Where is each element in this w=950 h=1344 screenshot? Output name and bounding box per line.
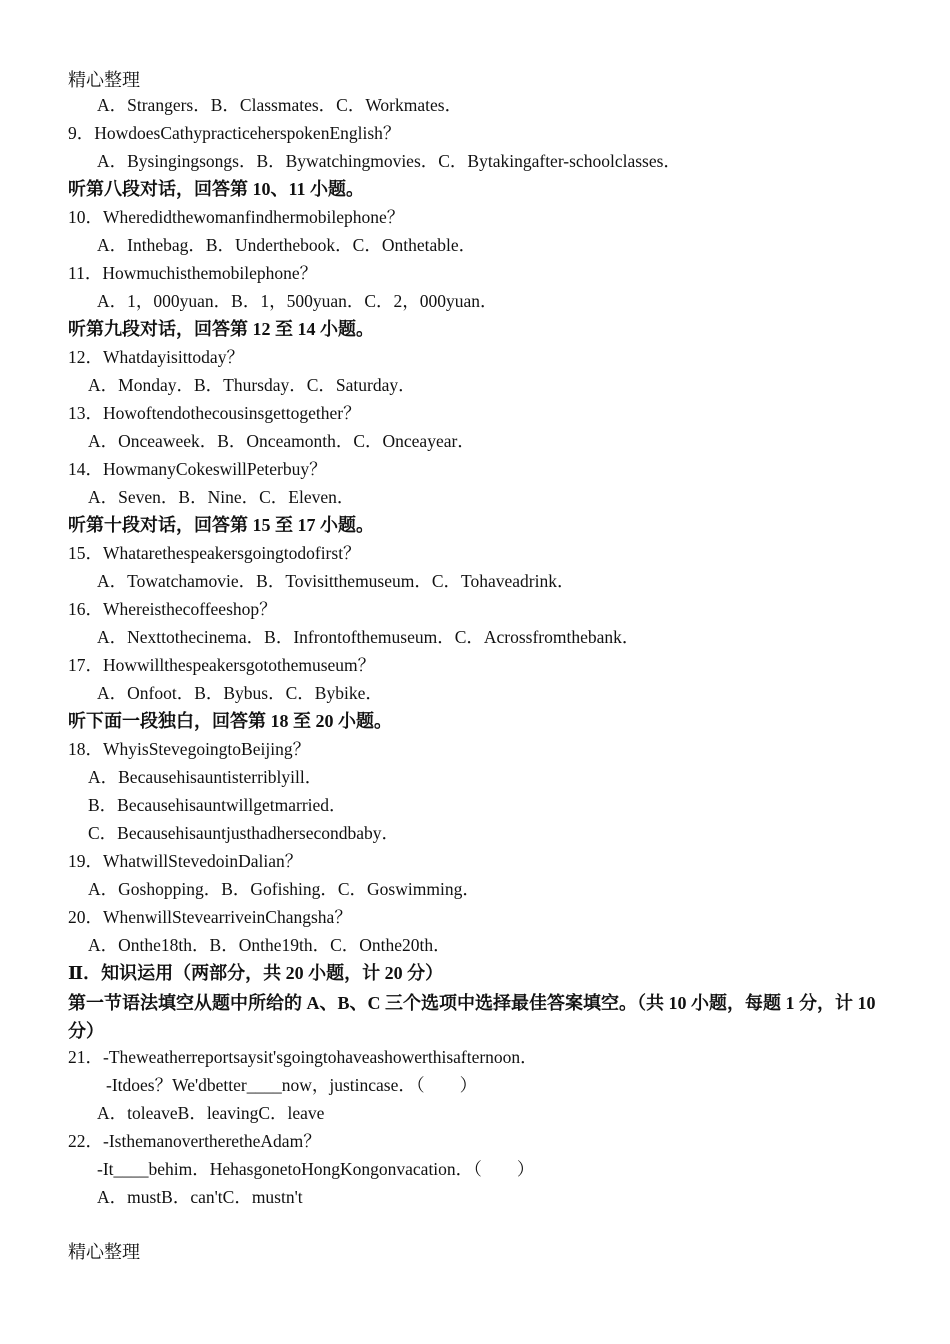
- option-line: A．Monday．B．Thursday．C．Saturday．: [88, 375, 416, 395]
- option-line: A．1，000yuan．B．1，500yuan．C．2，000yuan．: [97, 291, 498, 311]
- option-line: A．Bysingingsongs．B．Bywatchingmovies．C．Bytakingafter-schoolclasses．: [97, 151, 681, 171]
- question-line: 20．WhenwillStevearriveinChangsha？: [68, 907, 352, 927]
- question-line: 14．HowmanyCokeswillPeterbuy？: [68, 459, 327, 479]
- option-line: A．Onthe18th．B．Onthe19th．C．Onthe20th．: [88, 935, 451, 955]
- option-line: A．Becausehisauntisterriblyill．: [88, 767, 323, 787]
- section-heading: 第一节语法填空从题中所给的 A、B、C 三个选项中选择最佳答案填空。（共 10 小题，每题 1 分，计 10 分）: [68, 993, 876, 1041]
- question-line: 19．WhatwillStevedoinDalian？: [68, 851, 303, 871]
- option-line: A．Seven．B．Nine．C．Eleven．: [88, 487, 355, 507]
- option-line: A．Nexttothecinema．B．Infrontofthemuseum．C．Acrossfromthebank．: [97, 627, 640, 647]
- option-line: A．Goshopping．B．Gofishing．C．Goswimming．: [88, 879, 480, 899]
- question-line: 11．Howmuchisthemobilephone？: [68, 263, 318, 283]
- section-heading: Ⅱ．知识运用（两部分，共 20 小题，计 20 分）: [68, 963, 444, 983]
- option-line: A．Inthebag．B．Underthebook．C．Onthetable．: [97, 235, 477, 255]
- option-line: A．Onfoot．B．Bybus．C．Bybike．: [97, 683, 383, 703]
- question-line: 16．Whereisthecoffeeshop？: [68, 599, 277, 619]
- question-line: 12．Whatdayisittoday？: [68, 347, 244, 367]
- section-heading: 听下面一段独白，回答第 18 至 20 小题。: [68, 711, 392, 731]
- section-heading: 听第八段对话，回答第 10、11 小题。: [68, 179, 365, 199]
- question-line: 15．Whatarethespeakersgoingtodofirst？: [68, 543, 361, 563]
- question-line: 10．Wheredidthewomanfindhermobilephone？: [68, 207, 405, 227]
- question-line: 22．-IsthemanovertheretheAdam？: [68, 1131, 321, 1151]
- option-line: A．Towatchamovie．B．Tovisitthemuseum．C．Tohaveadrink．: [97, 571, 575, 591]
- option-line: -Itdoes？We'dbetter____now，justincase．（ ）: [106, 1075, 478, 1095]
- option-line: A．toleaveB．leavingC．leave: [97, 1103, 325, 1123]
- question-line: 13．Howoftendothecousinsgettogether？: [68, 403, 361, 423]
- option-line: B．Becausehisauntwillgetmarried．: [88, 795, 347, 815]
- option-line: -It____behim．HehasgonetoHongKongonvacation．（ ）: [97, 1159, 535, 1179]
- option-line: A．Onceaweek．B．Onceamonth．C．Onceayear．: [88, 431, 475, 451]
- page-header: 精心整理: [68, 70, 140, 91]
- section-heading: 听第九段对话，回答第 12 至 14 小题。: [68, 319, 374, 339]
- question-line: 17．Howwillthespeakersgotothemuseum？: [68, 655, 376, 675]
- section-heading: 听第十段对话，回答第 15 至 17 小题。: [68, 515, 374, 535]
- question-line: 18．WhyisStevegoingtoBeijing？: [68, 739, 311, 759]
- option-line: C．Becausehisauntjusthadhersecondbaby．: [88, 823, 400, 843]
- question-line: 9．HowdoesCathypracticeherspokenEnglish？: [68, 123, 401, 143]
- question-line: 21．-Theweatherreportsaysit'sgoingtohaveashowerthisafternoon．: [68, 1047, 538, 1067]
- page-footer: 精心整理: [68, 1242, 140, 1263]
- option-line: A．mustB．can'tC．mustn't: [97, 1187, 303, 1207]
- option-line: A．Strangers．B．Classmates．C．Workmates．: [97, 95, 463, 115]
